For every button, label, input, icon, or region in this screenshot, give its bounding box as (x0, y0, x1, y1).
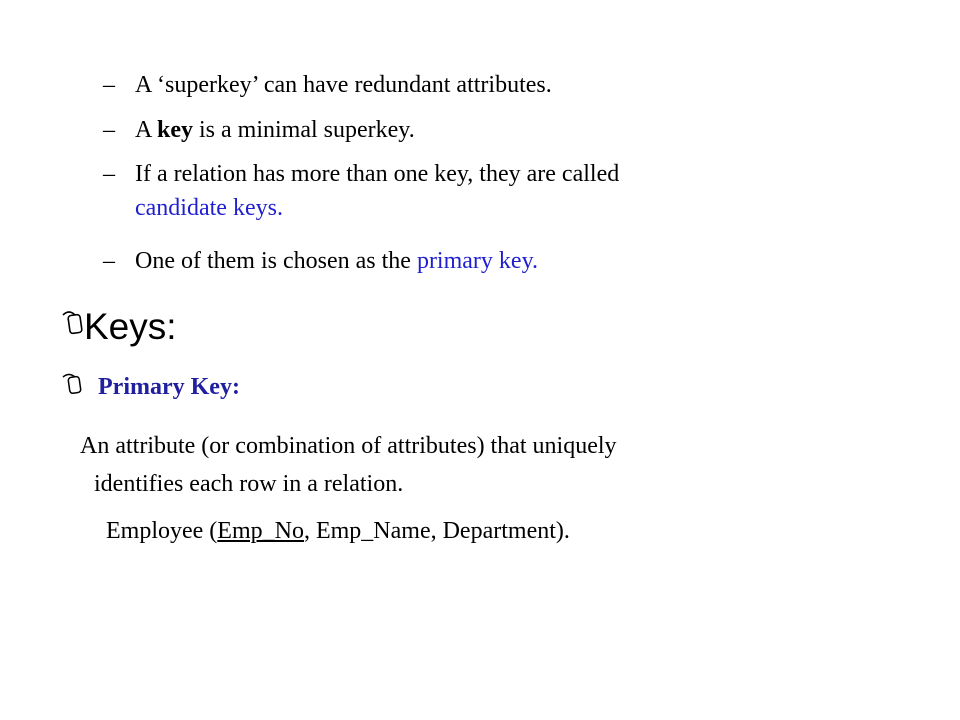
dash-marker: – (103, 117, 115, 143)
bullet-text-pre: A (135, 117, 158, 143)
bullet-text (135, 157, 835, 225)
definition-line2: identifies each row in a relation. (94, 471, 404, 497)
tilted-box-bullet-icon (60, 309, 86, 339)
dash-marker: – (103, 161, 115, 187)
bullet-text: A ‘superkey’ can have redundant attributes. (135, 72, 552, 98)
bullet-text-line1: If a relation has more than one key, they are called (135, 161, 620, 187)
bullet-text-pre: One of them is chosen as the (135, 248, 417, 274)
example-primary-key: Emp_No (217, 518, 304, 544)
keys-heading: Keys: (84, 306, 177, 347)
bullet-text-post: is a minimal superkey. (193, 117, 415, 143)
dash-marker: – (103, 248, 115, 274)
primary-key-row (60, 370, 360, 410)
bullet-text-primary-key: primary key. (416, 248, 539, 274)
example-pre: Employee ( (106, 518, 218, 544)
dash-marker: – (103, 72, 115, 98)
bullet-text (135, 244, 835, 278)
bullet-text-key-bold: key (157, 117, 194, 143)
primary-key-heading: Primary Key: (98, 374, 240, 400)
definition-line1: An attribute (or combination of attributes) that uniquely (80, 433, 617, 459)
bullet-text-candidate-keys: candidate keys. (135, 195, 283, 221)
keys-heading-row (60, 305, 260, 355)
example-relation (106, 513, 570, 549)
tilted-box-bullet-icon (60, 372, 86, 400)
example-post: , Emp_Name, Department). (303, 518, 570, 544)
bullet-text (135, 113, 835, 147)
